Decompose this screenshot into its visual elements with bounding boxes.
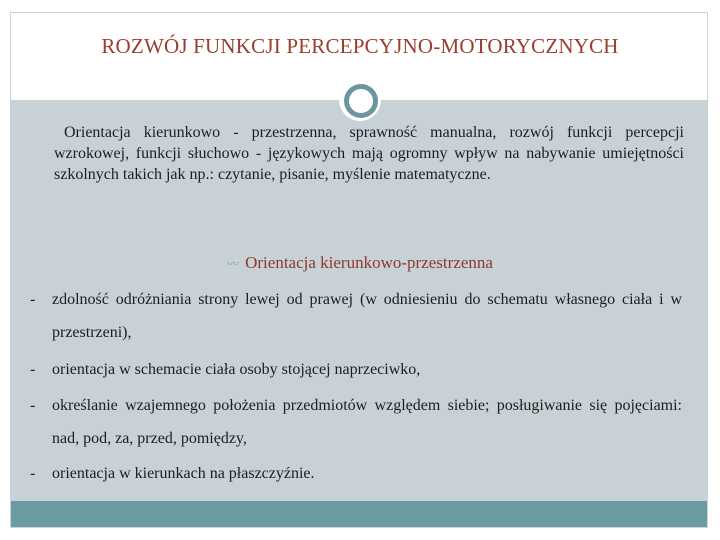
list-item-text: orientacja w schemacie ciała osoby stojącej naprzeciwko, — [52, 361, 421, 378]
dash-marker: - — [30, 361, 36, 378]
slide-title: ROZWÓJ FUNKCJI PERCEPCYJNO-MOTORYCZNYCH — [101, 34, 619, 58]
wavy-bullet-icon: 〰 — [227, 257, 240, 271]
list-item-text: zdolność odróżniania strony lewej od prawej (w odniesieniu do schematu własnego ciała i w przestrzeni), — [52, 291, 682, 341]
intro-paragraph: Orientacja kierunkowo - przestrzenna, sprawność manualna, rozwój funkcji percepcji wzrokowej, funkcji słuchowo - językowych mają ogromny wpływ na nabywanie umiejętności szkolnych takich jak np.: czytanie, pisanie, myślenie matematyczne. — [54, 124, 684, 183]
list-item-text: orientacja w kierunkach na płaszczyźnie. — [52, 465, 315, 482]
ring-ornament-inner — [344, 84, 378, 118]
subheading-text: Orientacja kierunkowo-przestrzenna — [245, 253, 493, 272]
dash-marker: - — [30, 465, 36, 482]
slide-footer-bar — [11, 501, 707, 527]
list-item-text: określanie wzajemnego położenia przedmiotów względem siebie; posługiwanie się pojęciami: nad, pod, za, przed, pomiędzy, — [52, 397, 682, 447]
dash-marker: - — [30, 397, 36, 414]
subheading — [0, 253, 720, 273]
dash-marker: - — [30, 291, 36, 308]
